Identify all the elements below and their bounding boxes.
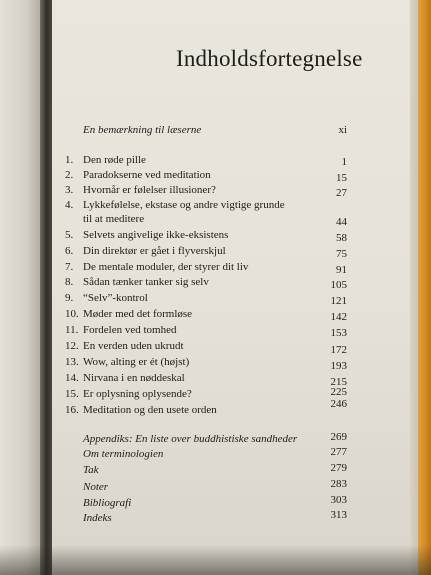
toc-chapter-number: 9. — [65, 292, 74, 304]
toc-chapter-title-line2: til at meditere — [83, 213, 145, 225]
toc-preface-page: xi — [338, 124, 347, 136]
toc-chapter-number: 2. — [65, 169, 74, 181]
toc-chapter-title: Nirvana i en nøddeskal — [83, 372, 185, 384]
toc-back-title: Appendiks: En liste over buddhistiske sandheder — [83, 433, 298, 445]
toc-chapter-title: Møder med det formløse — [83, 308, 193, 320]
toc-back-page: 277 — [330, 446, 347, 458]
toc-chapter-page: 246 — [330, 398, 347, 410]
toc-chapter-number: 8. — [65, 276, 74, 288]
toc-chapter-title: “Selv”-kontrol — [83, 292, 148, 304]
toc-back-page: 313 — [330, 509, 347, 521]
toc-chapter-page: 44 — [336, 216, 347, 228]
toc-chapter-number: 3. — [65, 184, 74, 196]
toc-chapter-title: Din direktør er gået i flyverskjul — [83, 245, 226, 257]
toc-back-title: Bibliografi — [83, 497, 132, 509]
toc-chapter-page: 153 — [330, 327, 347, 339]
toc-chapter-title: Wow, alting er ét (højst) — [83, 356, 190, 368]
toc-chapter-title: Er oplysning oplysende? — [83, 388, 192, 400]
toc-chapter-number: 7. — [65, 261, 74, 273]
toc-back-title: Indeks — [83, 512, 112, 524]
toc-chapter-page: 172 — [330, 344, 347, 356]
toc-back-title: Noter — [83, 481, 109, 493]
toc-chapter-title: Den røde pille — [83, 154, 146, 166]
toc-chapter-number: 16. — [65, 404, 79, 416]
toc-chapter-title: Sådan tænker tanker sig selv — [83, 276, 209, 288]
toc-chapter-title: Paradokserne ved meditation — [83, 169, 211, 181]
toc-chapter-number: 12. — [65, 340, 79, 352]
toc-chapter-title: De mentale moduler, der styrer dit liv — [83, 261, 249, 273]
toc-chapter-number: 5. — [65, 229, 74, 241]
toc-chapter-page: 142 — [330, 311, 347, 323]
toc-chapter-page: 193 — [330, 360, 347, 372]
toc-chapter-title: En verden uden ukrudt — [83, 340, 184, 352]
toc-back-page: 269 — [330, 431, 347, 443]
toc-chapter-title: Lykkefølelse, ekstase og andre vigtige grunde — [83, 199, 285, 211]
toc-chapter-page: 75 — [336, 248, 347, 260]
toc-chapter-page: 121 — [330, 295, 347, 307]
toc-chapter-title: Selvets angivelige ikke-eksistens — [83, 229, 229, 241]
toc-chapter-page: 91 — [336, 264, 347, 276]
toc-back-page: 279 — [330, 462, 347, 474]
toc-chapter-page: 58 — [336, 232, 347, 244]
toc-chapter-number: 1. — [65, 154, 74, 166]
toc-back-page: 303 — [330, 494, 347, 506]
toc-chapter-title: Hvornår er følelser illusioner? — [83, 184, 216, 196]
toc-chapter-page: 1 — [341, 156, 347, 168]
toc-chapter-number: 15. — [65, 388, 79, 400]
toc-chapter-number: 6. — [65, 245, 74, 257]
toc-chapter-number: 13. — [65, 356, 79, 368]
toc-chapter-page: 15 — [336, 172, 347, 184]
page-title: Indholdsfortegnelse — [176, 46, 363, 71]
toc-back-title: Om terminologien — [83, 448, 164, 460]
toc-chapter-number: 11. — [65, 324, 79, 336]
toc-chapter-page: 105 — [330, 279, 347, 291]
toc-chapter-number: 10. — [65, 308, 79, 320]
toc-chapter-number: 4. — [65, 199, 74, 211]
toc-preface-title: En bemærkning til læserne — [83, 124, 202, 136]
toc-back-title: Tak — [83, 464, 99, 476]
toc-chapter-page: 27 — [336, 187, 347, 199]
toc-chapter-page: 215 — [330, 376, 347, 388]
toc-chapter-title: Meditation og den usete orden — [83, 404, 217, 416]
toc-chapter-page: 225 — [330, 386, 347, 398]
toc-back-page: 283 — [330, 478, 347, 490]
toc-chapter-title: Fordelen ved tomhed — [83, 324, 177, 336]
toc-chapter-number: 14. — [65, 372, 79, 384]
